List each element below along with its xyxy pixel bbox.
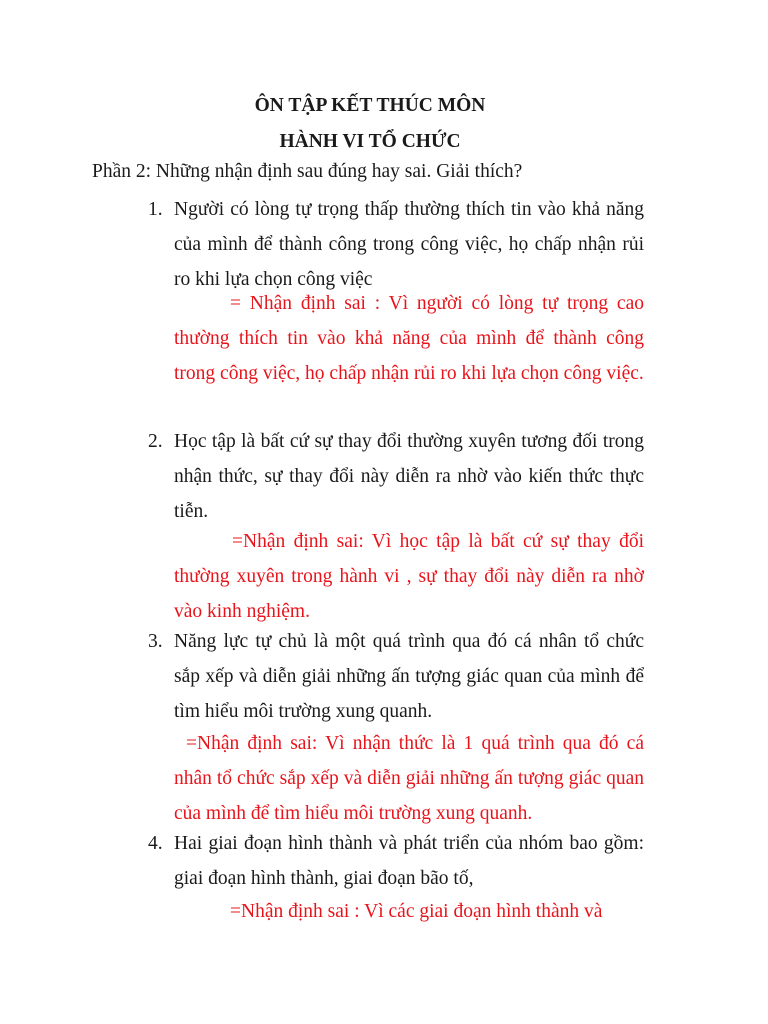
statement-answer: =Nhận định sai: Vì nhận thức là 1 quá trình qua đó cá nhân tổ chức sắp xếp và diễn giải những ấn tượng giác quan của mình để tìm hiểu môi trường xung quanh. (174, 733, 644, 824)
statement-number: 4. (148, 833, 163, 854)
statement-item (148, 192, 644, 297)
statement-item (148, 624, 644, 729)
statement-number: 3. (148, 631, 163, 652)
statement-number: 1. (148, 199, 163, 220)
statement-answer: = Nhận định sai : Vì người có lòng tự trọng cao thường thích tin vào khả năng của mình để thành công trong công việc, họ chấp nhận rủi ro khi lựa chọn công việc. (174, 293, 644, 384)
statement-text: Năng lực tự chủ là một quá trình qua đó cá nhân tổ chức sắp xếp và diễn giải những ấn tượng giác quan của mình để tìm hiểu môi trường xung quanh. (174, 631, 644, 722)
section-heading: Phần 2: Những nhận định sau đúng hay sai. Giải thích? (92, 161, 523, 182)
document-title-line-1: ÔN TẬP KẾT THÚC MÔN (254, 95, 486, 116)
statement-text: Người có lòng tự trọng thấp thường thích tin vào khả năng của mình để thành công trong công việc, họ chấp nhận rủi ro khi lựa chọn công việc (174, 199, 644, 290)
statement-item (148, 424, 644, 529)
document-title-line-2: HÀNH VI TỔ CHỨC (279, 131, 461, 152)
statement-item (148, 826, 644, 896)
statement-answer: =Nhận định sai : Vì các giai đoạn hình thành và (230, 901, 603, 922)
statement-text: Hai giai đoạn hình thành và phát triển của nhóm bao gồm: giai đoạn hình thành, giai đoạn bão tố, (174, 833, 644, 889)
statement-number: 2. (148, 431, 163, 452)
statement-text: Học tập là bất cứ sự thay đổi thường xuyên tương đối trong nhận thức, sự thay đổi này diễn ra nhờ vào kiến thức thực tiễn. (174, 431, 644, 522)
statement-answer: =Nhận định sai: Vì học tập là bất cứ sự thay đổi thường xuyên trong hành vi , sự thay đổi này diễn ra nhờ vào kinh nghiệm. (174, 531, 644, 622)
